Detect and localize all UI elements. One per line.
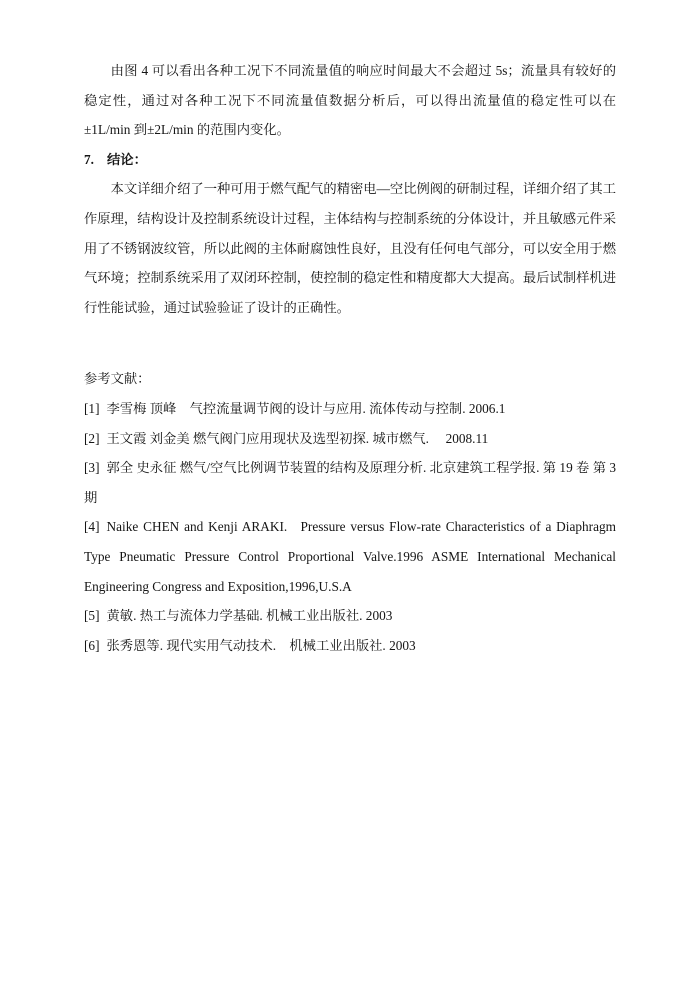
reference-item-2 — [84, 424, 616, 454]
reference-text: 张秀恩等. 现代实用气动技术. 机械工业出版社. 2003 — [106, 637, 416, 653]
reference-text: 黄敏. 热工与流体力学基础. 机械工业出版社. 2003 — [106, 608, 393, 624]
reference-item-1 — [84, 394, 616, 424]
paragraph-flow-analysis: 由图 4 可以看出各种工况下不同流量值的响应时间最大不会超过 5s；流量具有较好的稳定性，通过对各种工况下不同流量值数据分析后，可以得出流量值的稳定性可以在±1L/min 到±2L/min 的范围内变化。 — [84, 63, 616, 138]
reference-item-3 — [84, 453, 616, 512]
section-number: 7. — [84, 151, 94, 167]
reference-text: 李雪梅 顶峰 气控流量调节阀的设计与应用. 流体传动与控制. 2006.1 — [106, 400, 506, 416]
reference-item-6 — [84, 631, 616, 661]
section-title: 结论： — [106, 151, 147, 167]
reference-text: Naike CHEN and Kenji ARAKI. Pressure versus Flow-rate Characteristics of a Diaphragm Type Pneumatic Pressure Control Proportional Valve.1996 ASME International Mechanical Engineering Congress and Exposition,1996,U.S.A — [84, 519, 616, 594]
reference-label: [1] — [84, 400, 100, 416]
section-heading-conclusion — [84, 145, 616, 175]
reference-text: 王文霞 刘金美 燃气阀门应用现状及选型初探. 城市燃气. 2008.11 — [106, 430, 489, 446]
reference-item-5 — [84, 601, 616, 631]
reference-text: 郭全 史永征 燃气/空气比例调节装置的结构及原理分析. 北京建筑工程学报. 第 19 卷 第 3 期 — [84, 460, 616, 505]
references-heading: 参考文献： — [84, 371, 151, 387]
reference-label: [2] — [84, 430, 100, 446]
paragraph-conclusion: 本文详细介绍了一种可用于燃气配气的精密电—空比例阀的研制过程，详细介绍了其工作原理，结构设计及控制系统设计过程，主体结构与控制系统的分体设计，并且敏感元件采用了不锈钢波纹管，所以此阀的主体耐腐蚀性良好，且没有任何电气部分，可以安全用于燃气环境；控制系统采用了双闭环控制，使控制的稳定性和精度都大大提高。最后试制样机进行性能试验，通过试验验证了设计的正确性。 — [84, 181, 616, 315]
reference-label: [4] — [84, 519, 100, 535]
reference-label: [6] — [84, 637, 100, 653]
reference-label: [3] — [84, 460, 100, 476]
reference-item-4 — [84, 512, 616, 601]
reference-label: [5] — [84, 608, 100, 624]
